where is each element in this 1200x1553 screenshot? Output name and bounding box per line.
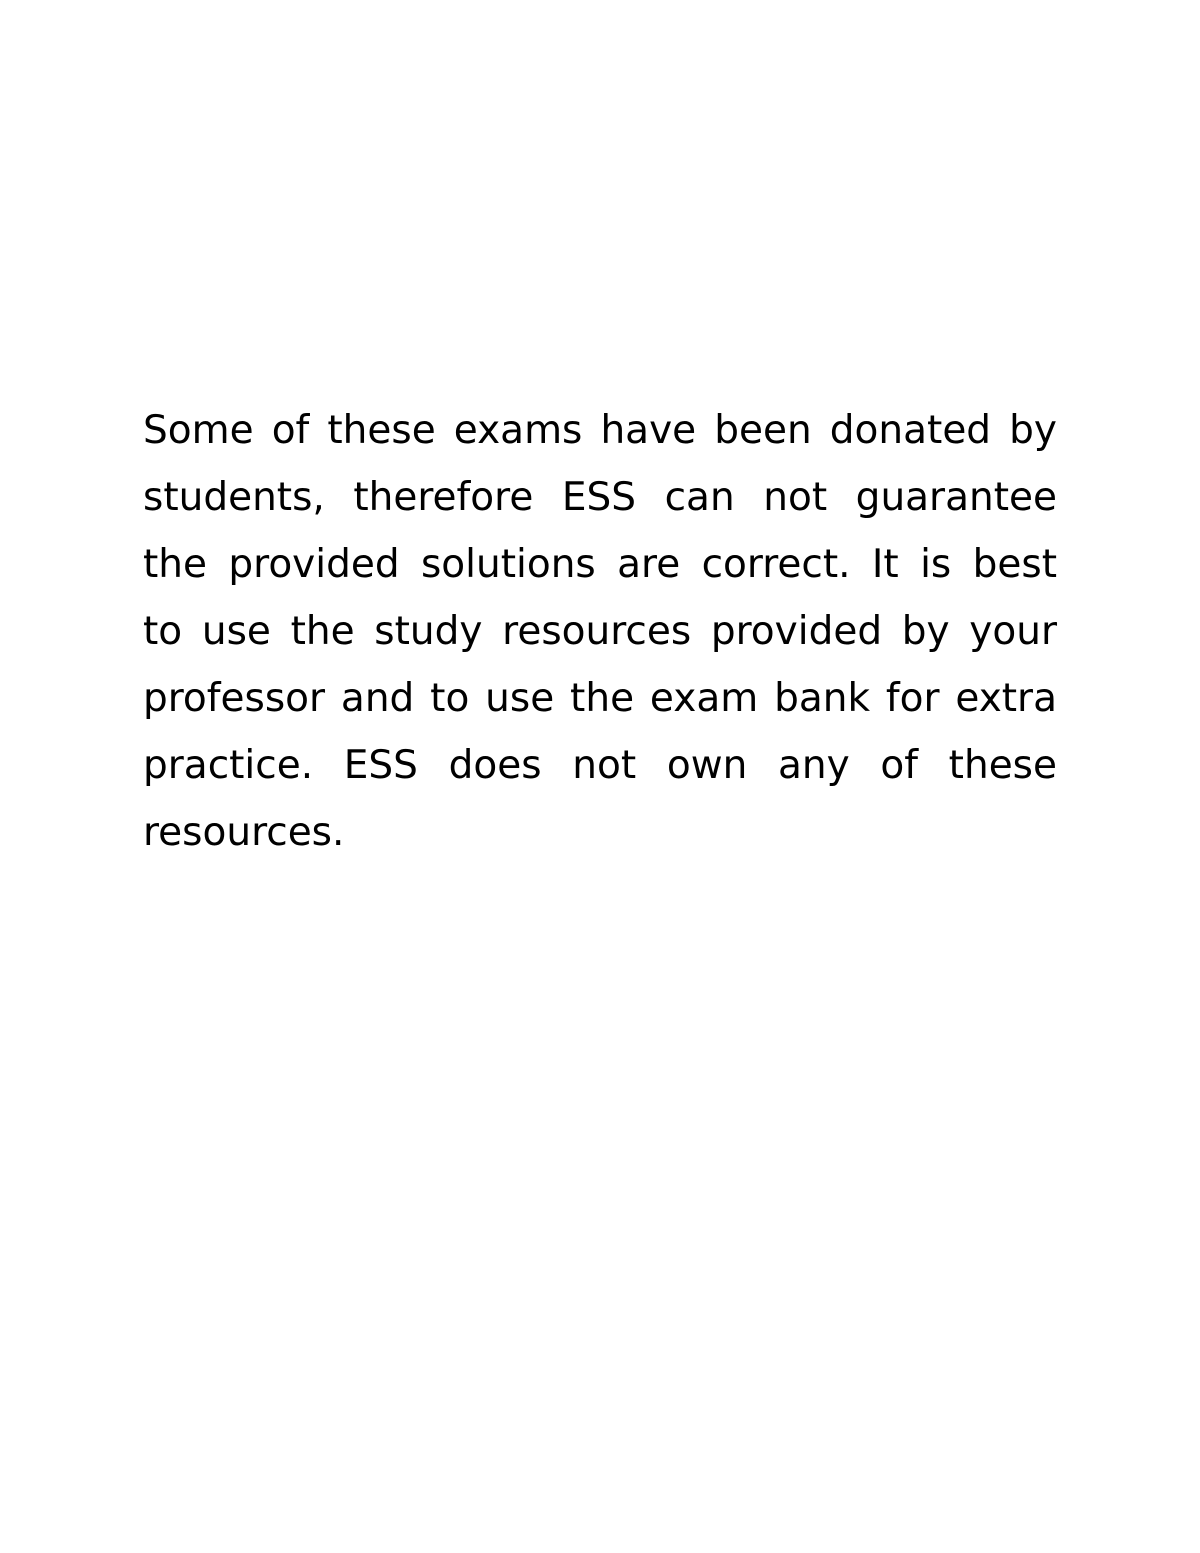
disclaimer-line: Some of these exams have been donated by bbox=[143, 408, 1057, 453]
disclaimer-paragraph bbox=[143, 397, 1057, 866]
disclaimer-line: the provided solutions are correct. It is best bbox=[143, 542, 1057, 587]
disclaimer-line: practice. ESS does not own any of these bbox=[143, 743, 1057, 788]
disclaimer-line: students, therefore ESS can not guarantee bbox=[143, 475, 1057, 520]
disclaimer-line: professor and to use the exam bank for extra bbox=[143, 676, 1057, 721]
disclaimer-line: resources. bbox=[143, 810, 345, 855]
disclaimer-line: to use the study resources provided by your bbox=[143, 609, 1057, 654]
